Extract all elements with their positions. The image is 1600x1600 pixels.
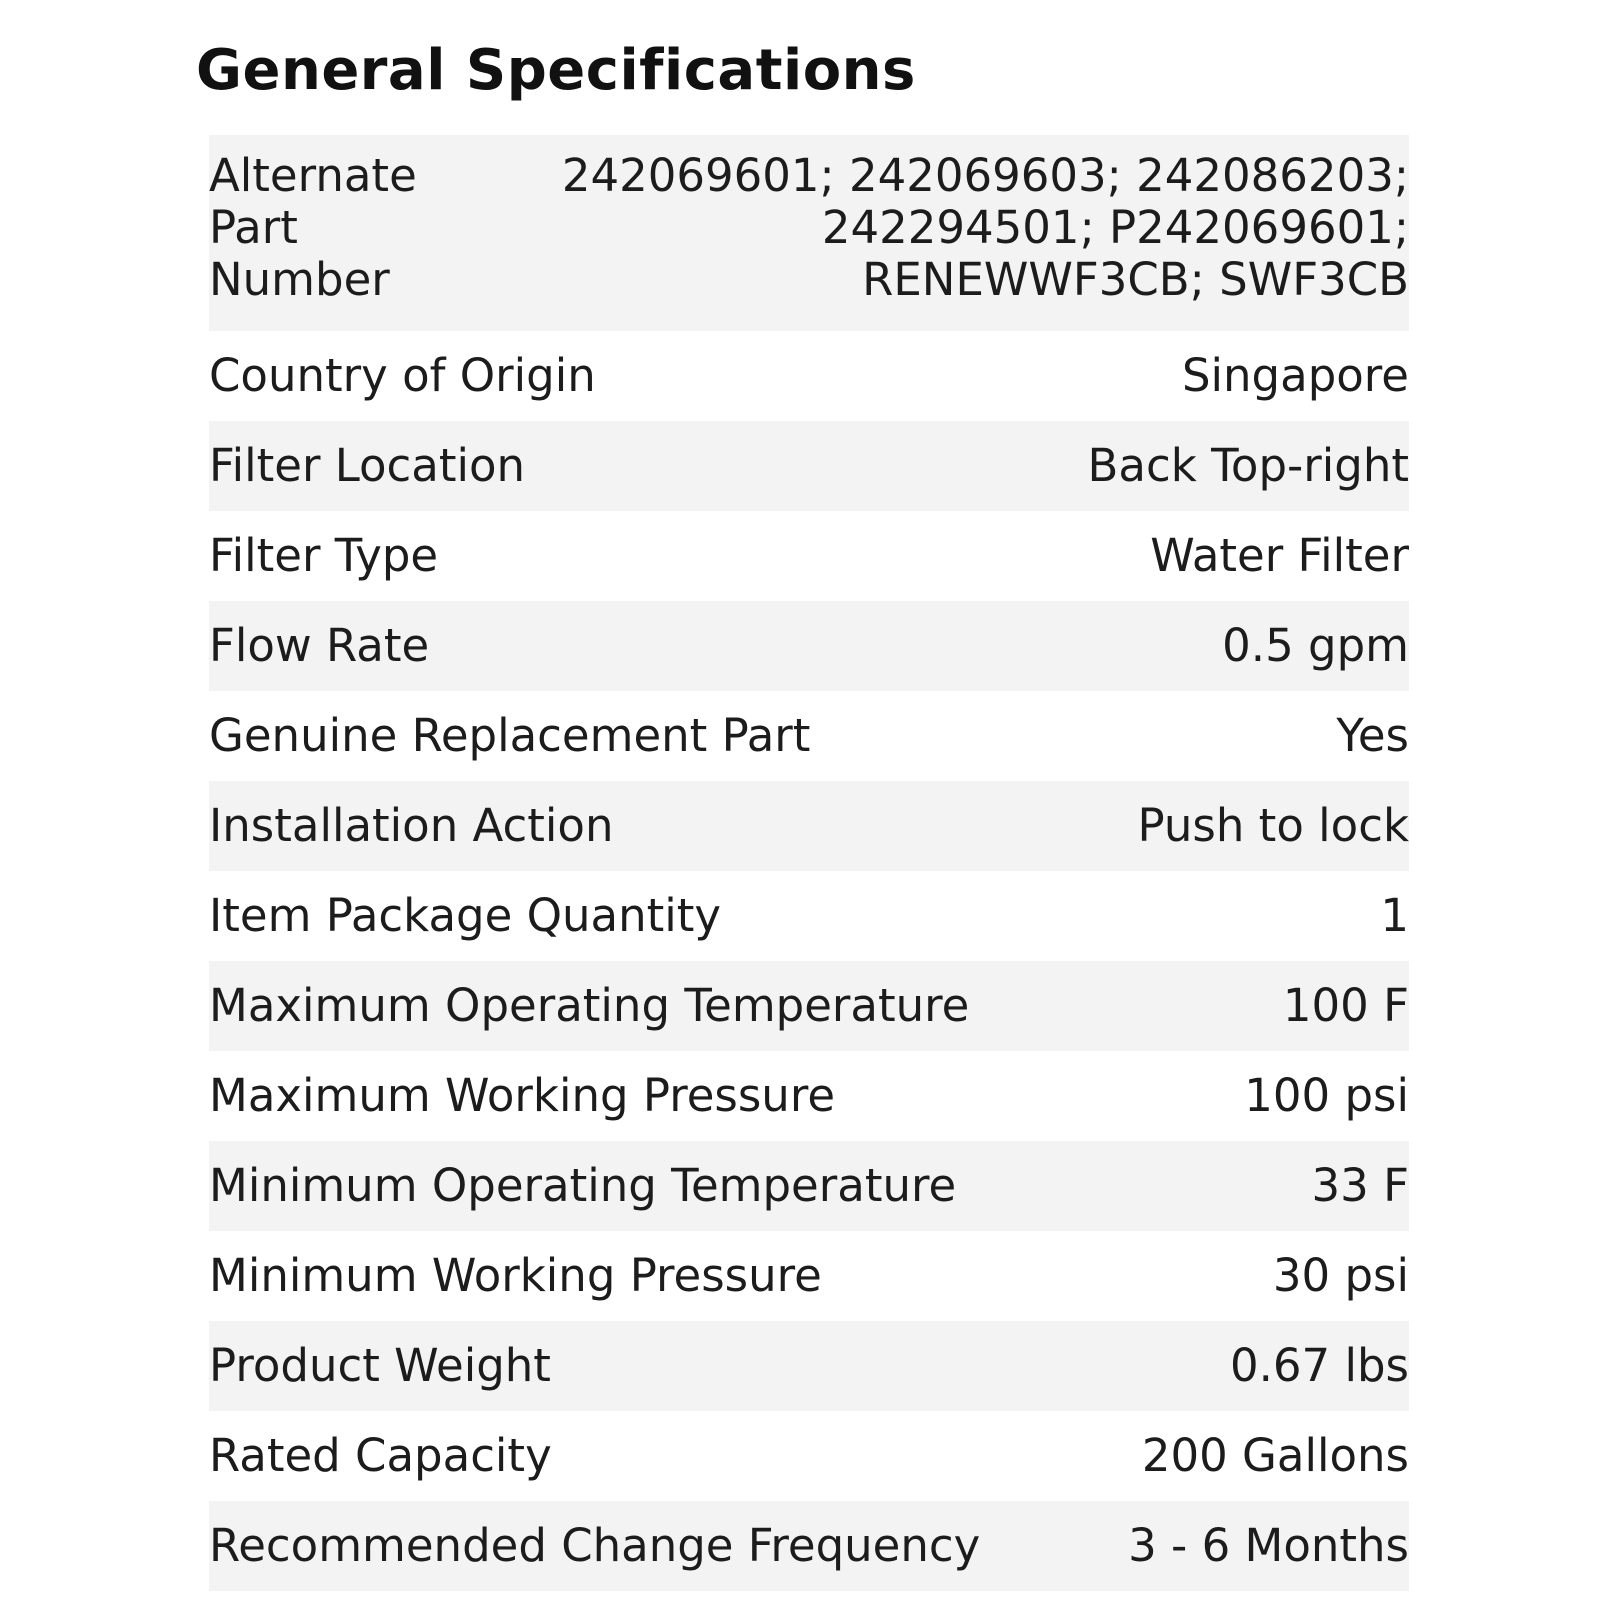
- spec-label: Country of Origin: [209, 349, 596, 402]
- spec-label: Recommended Change Frequency: [209, 1519, 981, 1572]
- spec-row-item-package-quantity: [209, 871, 1409, 961]
- spec-label: Product Weight: [209, 1339, 551, 1392]
- spec-label: Filter Type: [209, 529, 439, 582]
- spec-row-filter-type: [209, 511, 1409, 601]
- spec-label: Minimum Working Pressure: [209, 1249, 822, 1302]
- spec-label: Rated Capacity: [209, 1429, 552, 1482]
- spec-value: 0.5 gpm: [1222, 619, 1409, 672]
- spec-row-installation-action: [209, 781, 1409, 871]
- spec-label: Flow Rate: [209, 619, 430, 672]
- spec-row-country-of-origin: [209, 331, 1409, 421]
- spec-label: Genuine Replacement Part: [209, 709, 811, 762]
- spec-row-maximum-operating-temperature: [209, 961, 1409, 1051]
- spec-label: Maximum Operating Temperature: [209, 979, 970, 1032]
- spec-label: Minimum Operating Temperature: [209, 1159, 957, 1212]
- spec-value: 33 F: [1311, 1159, 1409, 1212]
- spec-label: Maximum Working Pressure: [209, 1069, 836, 1122]
- spec-value: 30 psi: [1272, 1249, 1409, 1302]
- spec-row-rated-capacity: [209, 1411, 1409, 1501]
- spec-value: 242069601; 242069603; 242086203; 242294501; P242069601; RENEWWF3CB; SWF3CB: [561, 149, 1409, 306]
- spec-value: Singapore: [1181, 349, 1409, 402]
- spec-label: Alternate Part Number: [209, 149, 417, 306]
- spec-row-genuine-replacement-part: [209, 691, 1409, 781]
- spec-value: 1: [1380, 889, 1409, 942]
- spec-row-minimum-operating-temperature: [209, 1141, 1409, 1231]
- spec-value: 100 F: [1282, 979, 1409, 1032]
- spec-value: Water Filter: [1150, 529, 1409, 582]
- spec-value: Push to lock: [1137, 799, 1409, 852]
- spec-label: Installation Action: [209, 799, 614, 852]
- spec-value: 200 Gallons: [1141, 1429, 1409, 1482]
- spec-label: Item Package Quantity: [209, 889, 722, 942]
- spec-row-flow-rate: [209, 601, 1409, 691]
- spec-row-maximum-working-pressure: [209, 1051, 1409, 1141]
- spec-value: 3 - 6 Months: [1128, 1519, 1409, 1572]
- spec-label: Filter Location: [209, 439, 526, 492]
- spec-row-alternate-part-number: [209, 135, 1409, 331]
- spec-row-filter-location: [209, 421, 1409, 511]
- spec-row-minimum-working-pressure: [209, 1231, 1409, 1321]
- spec-value: Yes: [1336, 709, 1409, 762]
- spec-value: 100 psi: [1244, 1069, 1409, 1122]
- spec-row-recommended-change-frequency: [209, 1501, 1409, 1591]
- spec-row-product-weight: [209, 1321, 1409, 1411]
- spec-value: 0.67 lbs: [1229, 1339, 1409, 1392]
- page-title: General Specifications: [196, 38, 916, 103]
- spec-table: [209, 135, 1409, 1591]
- spec-value: Back Top-right: [1087, 439, 1409, 492]
